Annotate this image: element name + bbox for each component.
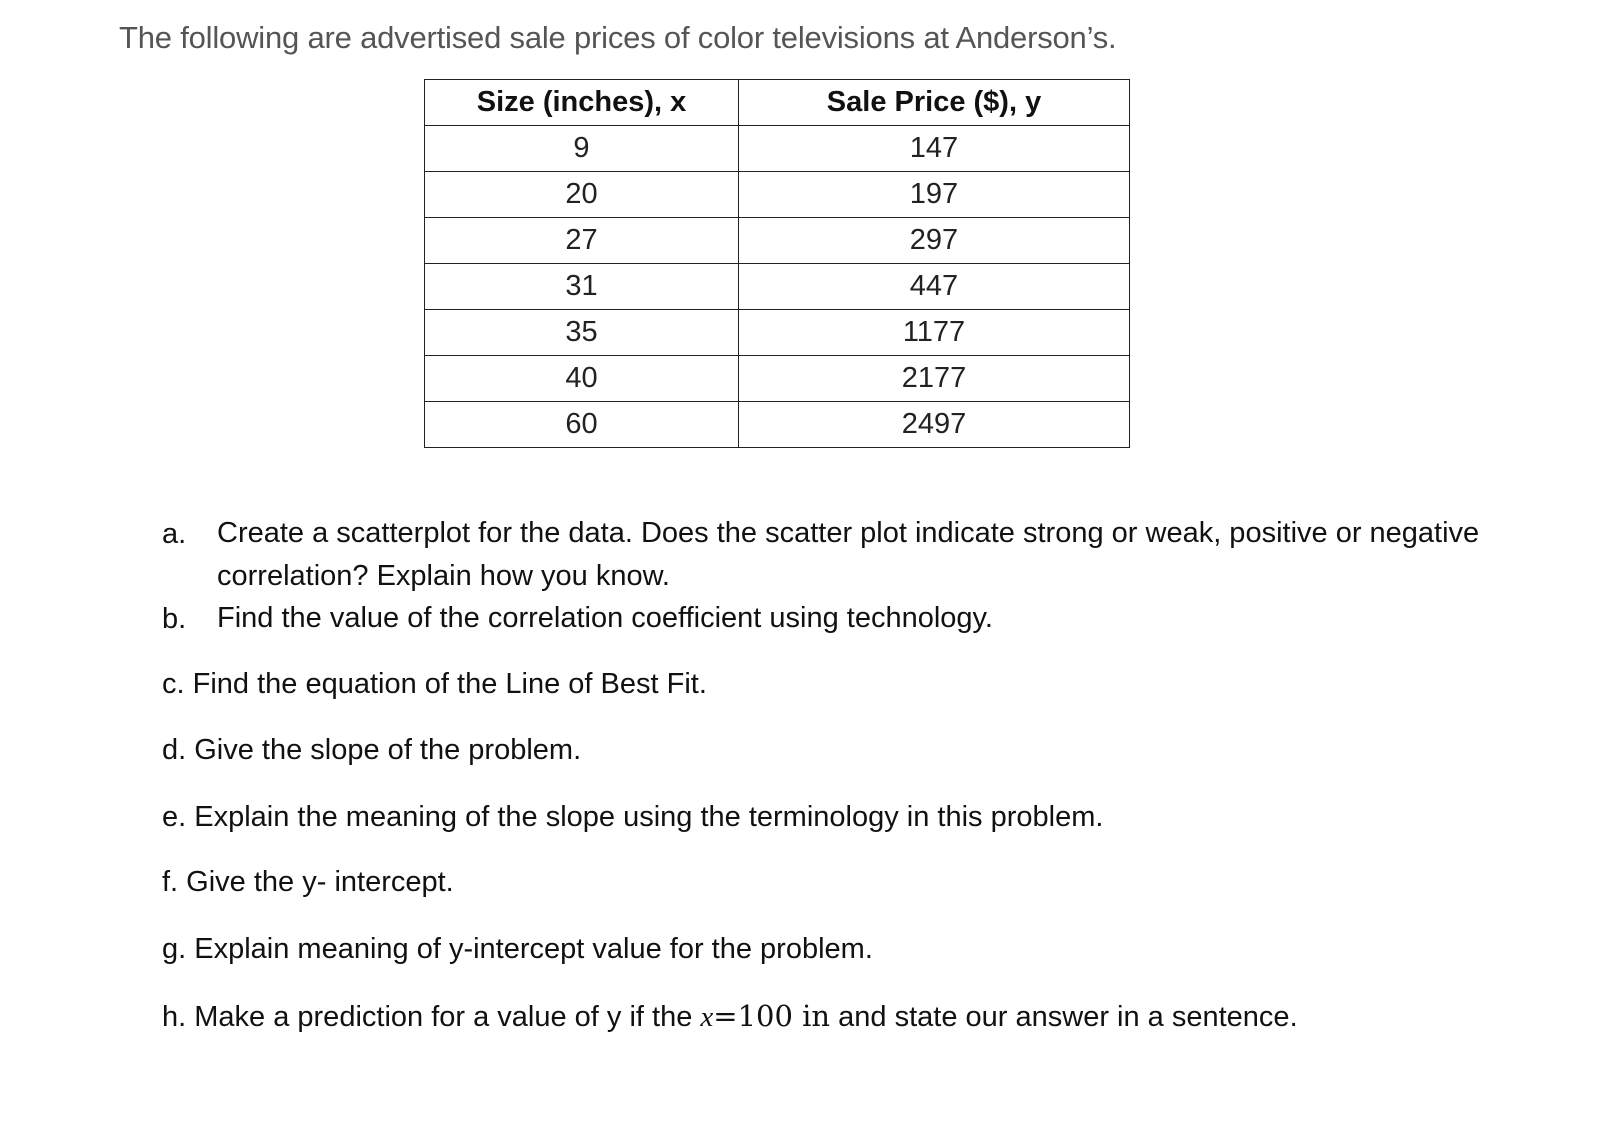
- table-row: [425, 402, 1130, 448]
- question-g: g. Explain meaning of y-intercept value for the problem.: [162, 933, 873, 965]
- question-f: f. Give the y- intercept.: [162, 866, 454, 898]
- column-header-price: Sale Price ($), y: [739, 80, 1130, 126]
- table-cell-size: 27: [425, 218, 739, 264]
- table-cell-price: 147: [739, 126, 1130, 172]
- intro-text: The following are advertised sale prices of color televisions at Anderson’s.: [119, 20, 1117, 55]
- question-h-variable: x: [700, 1001, 714, 1033]
- question-b-marker: b.: [162, 603, 187, 635]
- table-row: [425, 126, 1130, 172]
- table-cell-size: 35: [425, 310, 739, 356]
- column-header-size: Size (inches), x: [425, 80, 739, 126]
- table-cell-price: 1177: [739, 310, 1130, 356]
- question-e: e. Explain the meaning of the slope using the terminology in this problem.: [162, 801, 1104, 833]
- question-h-lead: h. Make a prediction for a value of y if the: [162, 1001, 701, 1033]
- question-h-value: =100 in: [713, 999, 831, 1033]
- table-cell-price: 197: [739, 172, 1130, 218]
- table-row: [425, 356, 1130, 402]
- table-cell-size: 20: [425, 172, 739, 218]
- table-cell-price: 297: [739, 218, 1130, 264]
- question-b-text: Find the value of the correlation coefficient using technology.: [217, 602, 993, 634]
- question-a-marker: a.: [162, 518, 187, 550]
- table-header-row: [425, 80, 1130, 126]
- question-h: [162, 999, 1298, 1034]
- question-c: c. Find the equation of the Line of Best Fit.: [162, 668, 707, 700]
- table-cell-size: 9: [425, 126, 739, 172]
- question-a-text: Create a scatterplot for the data. Does the scatter plot indicate strong or weak, positive or negative correlation? Explain how you know.: [217, 517, 1480, 592]
- table-row: [425, 310, 1130, 356]
- data-table: [424, 79, 1130, 448]
- table-cell-price: 2497: [739, 402, 1130, 448]
- question-h-tail: and state our answer in a sentence.: [830, 1001, 1298, 1033]
- table-cell-price: 2177: [739, 356, 1130, 402]
- table-cell-price: 447: [739, 264, 1130, 310]
- table-cell-size: 31: [425, 264, 739, 310]
- table-row: [425, 264, 1130, 310]
- table-cell-size: 60: [425, 402, 739, 448]
- table-cell-size: 40: [425, 356, 739, 402]
- table-row: [425, 218, 1130, 264]
- table-row: [425, 172, 1130, 218]
- question-d: d. Give the slope of the problem.: [162, 734, 582, 766]
